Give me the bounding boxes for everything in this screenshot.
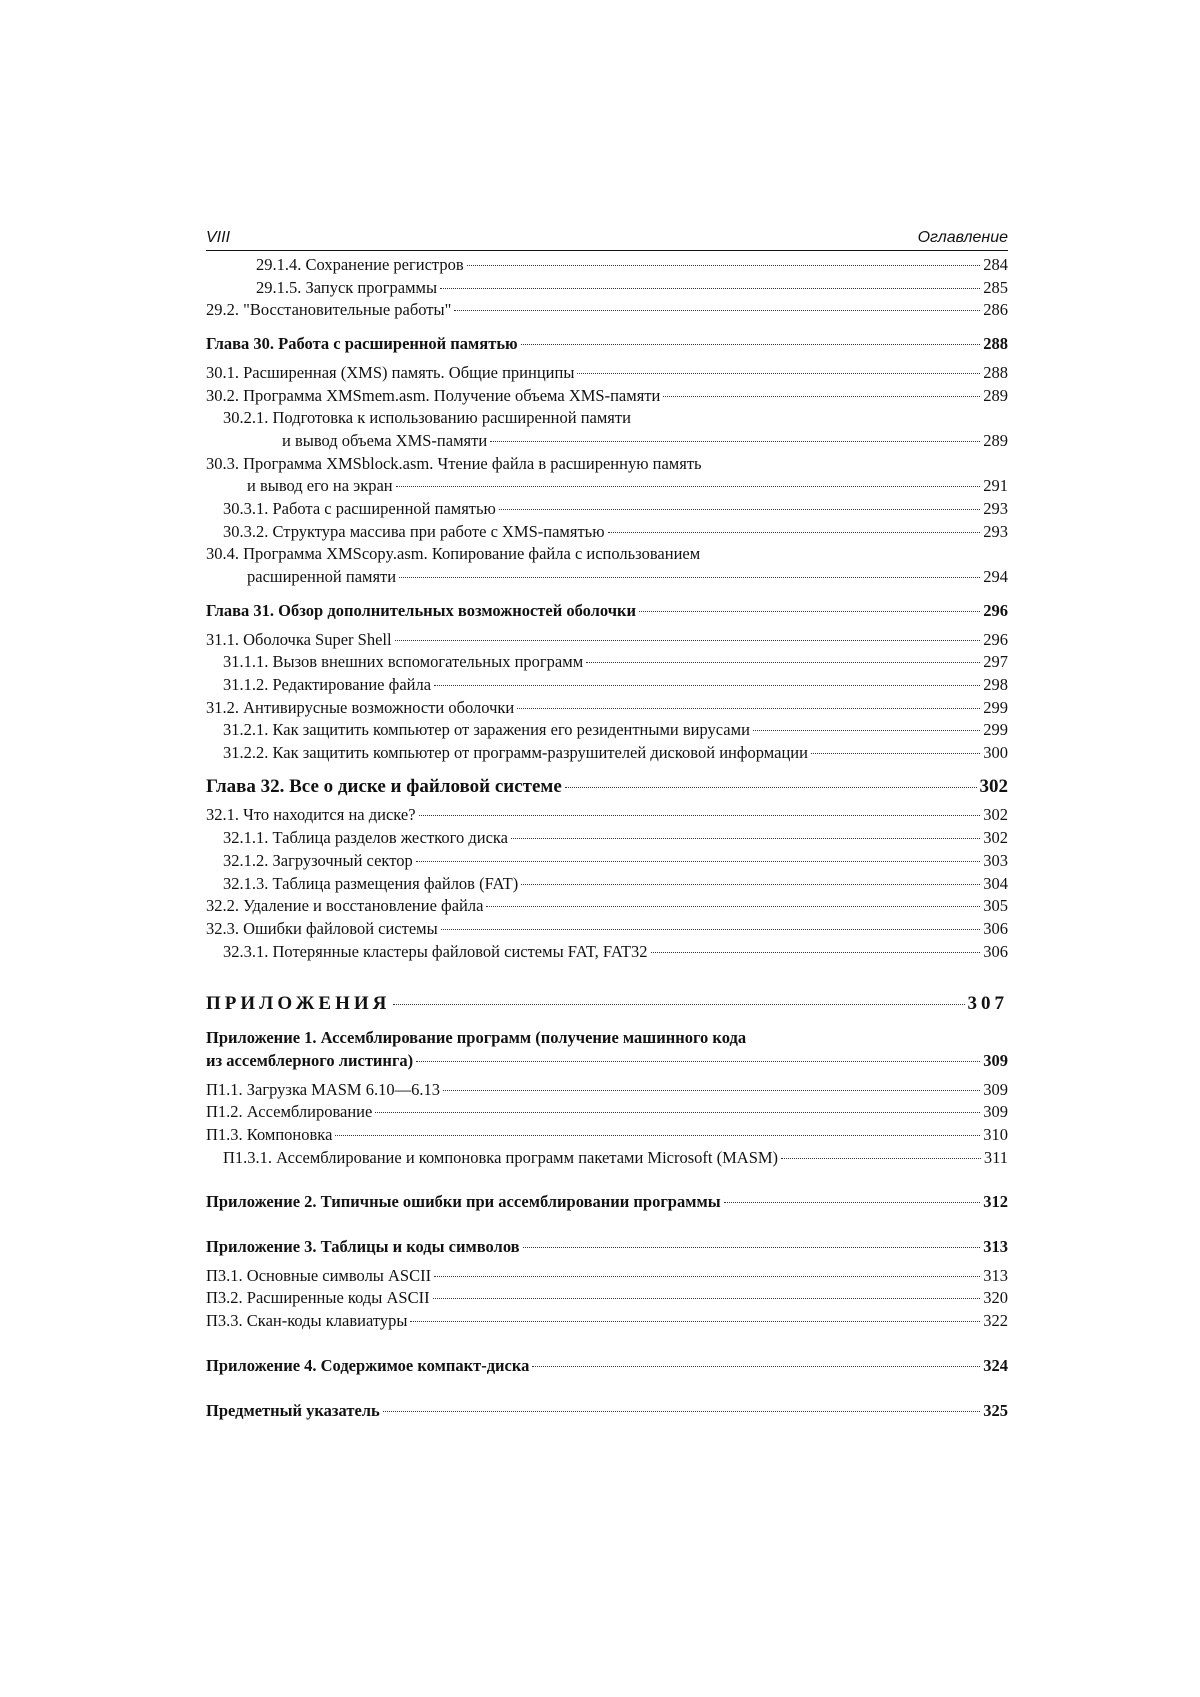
toc-entry-title: П1.1. Загрузка MASM 6.10—6.13 [206,1079,440,1099]
toc-entry[interactable] [206,498,1008,521]
toc-entry-page: 304 [983,873,1008,893]
toc-entry-page: 313 [983,1265,1008,1285]
toc-chapter-title-cont: из ассемблерного листинга) [206,1050,414,1070]
toc-entry-title: 31.1.2. Редактирование файла [223,674,432,694]
toc-leader [375,1112,980,1113]
toc-entry-title: П3.1. Основные символы ASCII [206,1265,432,1285]
toc-entry[interactable] [206,918,1008,941]
toc-entry-line1[interactable] [206,453,1008,476]
page-number: VIII [206,229,231,246]
toc-leader [523,1247,981,1248]
toc-leader [441,929,981,930]
toc-chapter-title: Глава 32. Все о диске и файловой системе [206,775,562,797]
toc-leader [454,310,980,311]
toc-entry[interactable] [206,697,1008,720]
toc-entry-page: 322 [983,1311,1008,1331]
toc-leader [433,1298,981,1299]
toc-chapter-page: 325 [983,1400,1008,1420]
toc-chapter[interactable] [206,776,1008,799]
toc-appendices-heading[interactable] [206,993,1008,1016]
toc-entry-title: 30.1. Расширенная (XMS) память. Общие принципы [206,362,575,382]
toc-entry-page: 294 [983,567,1008,587]
toc-leader [565,787,977,788]
toc-chapter-title: Приложение 1. Ассемблирование программ (получение машинного кода [206,1028,747,1048]
toc-entry-page: 293 [983,499,1008,519]
toc-entry[interactable] [206,1124,1008,1147]
toc-entry-page: 306 [983,918,1008,938]
toc-entry-page: 320 [983,1288,1008,1308]
toc-chapter-page: 324 [983,1355,1008,1375]
toc-entry-page: 298 [983,674,1008,694]
toc-chapter-page: 309 [983,1050,1008,1070]
toc-leader [440,288,980,289]
toc-leader [651,952,981,953]
toc-leader [490,441,980,442]
toc-entry-page: 309 [983,1102,1008,1122]
toc-entry[interactable] [206,719,1008,742]
toc-entry-title: 30.3.1. Работа с расширенной памятью [223,499,496,519]
toc-entry[interactable] [206,941,1008,964]
toc-chapter-title: ПРИЛОЖЕНИЯ [206,993,391,1015]
toc-leader [396,486,981,487]
toc-entry-title: 32.1.1. Таблица разделов жесткого диска [223,828,508,848]
toc-chapter-page: 307 [967,993,1008,1015]
toc-leader [521,344,981,345]
toc-leader [416,861,981,862]
toc-entry-page: 310 [983,1124,1008,1144]
toc-leader [419,815,981,816]
toc-entry-title: 31.2. Антивирусные возможности оболочки [206,697,515,717]
toc-entry-line1[interactable] [206,543,1008,566]
toc-entry-title: 30.2. Программа XMSmem.asm. Получение объема XMS-памяти [206,385,661,405]
toc-leader [608,532,981,533]
toc-chapter-page: 302 [979,775,1008,797]
toc-entry[interactable] [206,277,1008,300]
toc-chapter[interactable] [206,1355,1008,1378]
toc-leader [532,1366,980,1367]
toc-leader [434,685,980,686]
running-head [206,228,1008,251]
toc-entry-title: 30.4. Программа XMScopy.asm. Копирование файла с использованием [206,544,701,564]
toc-leader [467,265,981,266]
toc-entry[interactable] [206,873,1008,896]
toc-entry[interactable] [206,1079,1008,1102]
toc-chapter[interactable] [206,1236,1008,1259]
toc-entry-title: 31.1. Оболочка Super Shell [206,629,392,649]
toc-leader [393,1004,964,1005]
toc-entry-page: 299 [983,697,1008,717]
toc-entry-page: 306 [983,941,1008,961]
toc-entry[interactable] [206,299,1008,322]
toc-chapter[interactable] [206,333,1008,356]
toc-entry-title: 29.2. "Восстановительные работы" [206,300,452,320]
toc-leader [517,708,980,709]
document-page [206,228,1008,1422]
toc-entry-title: 29.1.5. Запуск программы [256,277,438,297]
toc-leader [399,577,980,578]
toc-leader [753,730,980,731]
toc-entry-page: 285 [983,277,1008,297]
toc-entry[interactable] [206,521,1008,544]
toc-entry-title: 32.1. Что находится на диске? [206,805,416,825]
toc-entry-title: П3.3. Скан-коды клавиатуры [206,1311,408,1331]
toc-entry[interactable] [206,475,1008,498]
toc-entry-title: 32.3. Ошибки файловой системы [206,918,438,938]
toc-entry-title: П1.3.1. Ассемблирование и компоновка программ пакетами Microsoft (MASM) [223,1147,779,1167]
toc-chapter[interactable] [206,1400,1008,1423]
toc-entry-page: 300 [983,743,1008,763]
toc-entry-title: 32.1.3. Таблица размещения файлов (FAT) [223,873,519,893]
toc-entry-page: 302 [983,805,1008,825]
toc-entry[interactable] [206,895,1008,918]
toc-entry-page: 286 [983,300,1008,320]
toc-entry-page: 302 [983,828,1008,848]
toc-entry-page: 284 [983,255,1008,274]
toc-leader [443,1090,980,1091]
toc-chapter-page: 312 [983,1192,1008,1212]
table-of-contents [206,254,1008,1422]
toc-entry[interactable] [206,804,1008,827]
toc-entry-page: 297 [983,652,1008,672]
toc-entry[interactable] [206,1310,1008,1333]
toc-entry-page: 309 [983,1079,1008,1099]
toc-entry-title-cont: расширенной памяти [247,567,397,587]
toc-entry-title: 30.3.2. Структура массива при работе с XMS-памятью [223,521,605,541]
toc-entry-title-cont: и вывод объема XMS-памяти [282,430,488,450]
toc-leader [586,662,980,663]
toc-entry[interactable] [206,827,1008,850]
toc-chapter-page: 296 [983,600,1008,620]
toc-entry-title: 31.2.2. Как защитить компьютер от программ-разрушителей дисковой информации [223,743,808,763]
toc-leader [511,838,980,839]
toc-entry[interactable] [206,742,1008,765]
toc-entry[interactable] [206,1287,1008,1310]
toc-entry[interactable] [206,850,1008,873]
toc-entry[interactable] [206,566,1008,589]
toc-chapter-page: 288 [983,334,1008,354]
toc-leader [434,1276,980,1277]
toc-entry[interactable] [206,254,1008,277]
toc-entry-title: 29.1.4. Сохранение регистров [256,255,464,274]
toc-chapter[interactable] [206,1050,1008,1073]
toc-leader [811,753,980,754]
toc-entry[interactable] [206,362,1008,385]
toc-entry-page: 303 [983,850,1008,870]
toc-entry-page: 311 [983,1147,1008,1167]
toc-entry[interactable] [206,430,1008,453]
toc-chapter[interactable] [206,1191,1008,1214]
toc-entry[interactable] [206,674,1008,697]
toc-leader [410,1321,980,1322]
toc-entry-title-cont: и вывод его на экран [247,476,393,496]
toc-entry-page: 296 [983,629,1008,649]
toc-entry[interactable] [206,651,1008,674]
toc-chapter-title: Глава 30. Работа с расширенной памятью [206,334,518,354]
toc-leader [781,1158,981,1159]
toc-chapter-line1[interactable] [206,1027,1008,1050]
toc-entry-page: 305 [983,896,1008,916]
toc-entry-title: П3.2. Расширенные коды ASCII [206,1288,430,1308]
toc-entry-line1[interactable] [206,407,1008,430]
toc-chapter-page: 313 [983,1237,1008,1257]
toc-chapter-title: Приложение 3. Таблицы и коды символов [206,1237,520,1257]
toc-entry-title: 31.2.1. Как защитить компьютер от заражения его резидентными вирусами [223,720,750,740]
toc-entry[interactable] [206,1265,1008,1288]
toc-entry-page: 288 [983,362,1008,382]
toc-entry[interactable] [206,1101,1008,1124]
toc-leader [724,1202,981,1203]
toc-leader [577,373,980,374]
toc-leader [395,640,981,641]
toc-leader [663,396,980,397]
toc-leader [521,884,980,885]
toc-entry[interactable] [206,385,1008,408]
toc-chapter-title: Приложение 2. Типичные ошибки при ассемблировании программы [206,1192,721,1212]
section-title: Оглавление [917,229,1008,246]
toc-leader [486,906,980,907]
toc-leader [335,1135,980,1136]
toc-leader [416,1061,980,1062]
toc-entry-title: 32.3.1. Потерянные кластеры файловой системы FAT, FAT32 [223,941,648,961]
toc-entry-page: 289 [983,385,1008,405]
toc-entry-title: 30.3. Программа XMSblock.asm. Чтение файла в расширенную память [206,453,702,473]
toc-chapter-title: Предметный указатель [206,1400,380,1420]
toc-entry-title: П1.2. Ассемблирование [206,1102,373,1122]
toc-entry-title: 32.1.2. Загрузочный сектор [223,850,413,870]
toc-chapter[interactable] [206,600,1008,623]
toc-chapter-title: Приложение 4. Содержимое компакт-диска [206,1355,530,1375]
toc-chapter-title: Глава 31. Обзор дополнительных возможностей оболочки [206,600,637,620]
toc-entry[interactable] [206,629,1008,652]
toc-entry[interactable] [206,1147,1008,1170]
toc-entry-page: 293 [983,521,1008,541]
toc-entry-title: 31.1.1. Вызов внешних вспомогательных программ [223,652,584,672]
toc-leader [639,611,980,612]
toc-entry-title: П1.3. Компоновка [206,1124,333,1144]
toc-leader [499,509,980,510]
toc-entry-title: 30.2.1. Подготовка к использованию расширенной памяти [223,408,631,428]
toc-entry-page: 289 [983,430,1008,450]
toc-entry-page: 299 [983,720,1008,740]
toc-leader [383,1411,980,1412]
toc-entry-title: 32.2. Удаление и восстановление файла [206,896,484,916]
toc-entry-page: 291 [983,476,1008,496]
